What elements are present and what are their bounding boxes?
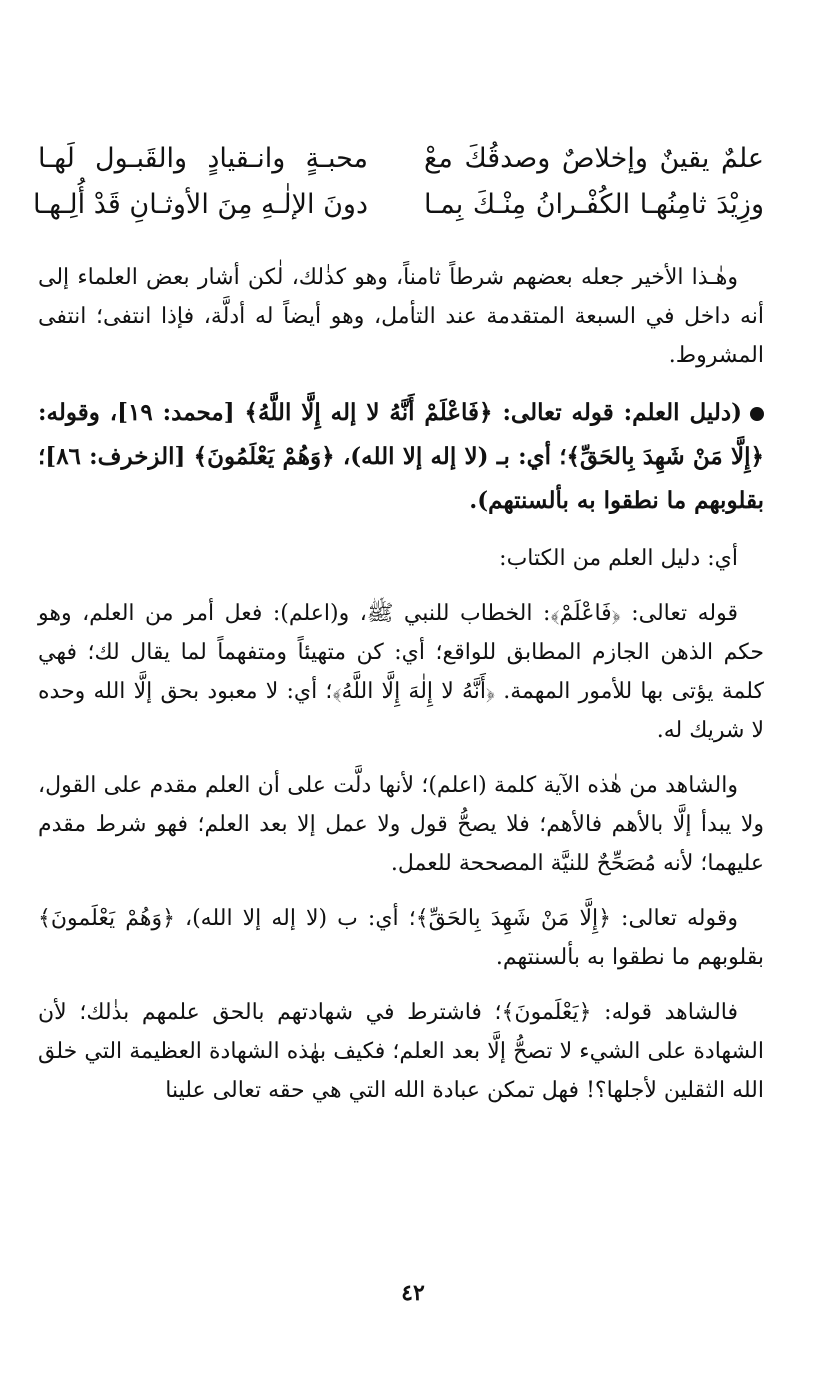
bullet-icon (750, 407, 764, 421)
main-text (38, 258, 764, 1126)
verse-first-hemistich: علمٌ يقينٌ وإخلاصٌ وصدقُكَ معْ (424, 143, 764, 174)
poem-verse (32, 182, 764, 228)
paragraph: فالشاهد قوله: ﴿يَعْلَمونَ﴾؛ فاشترط في شهادتهم بالحق علمهم بذٰلك؛ لأن الشهادة على الشيء لا تصحُّ إلَّا بعد العلم؛ فكيف بهٰذه الشهادة العظيمة التي خلق الله الثقلين لأجلها؟! فهل تمكن عبادة الله التي هي حقه تعالى علينا (38, 1000, 764, 1103)
paragraph: أي: دليل العلم من الكتاب: (499, 546, 738, 571)
paragraph: وهٰـذا الأخير جعله بعضهم شرطاً ثامناً، وهو كذٰلك، لٰكن أشار بعض العلماء إلى أنه داخل في السبعة المتقدمة عند التأمل، وهو أيضاً له أدلَّة، فإذا انتفى؛ انتفى المشروط. (38, 265, 764, 368)
verse-second-hemistich: دونَ الإلٰـهِ مِنَ الأوثـانِ قَدْ أُلِـهـا (32, 189, 368, 220)
page-number: ٤٢ (401, 1280, 425, 1306)
verse-second-hemistich: محبـةٍ وانـقيادٍ والقَبـول لَهـا (38, 143, 368, 174)
paragraph: وقوله تعالى: ﴿إِلَّا مَنْ شَهِدَ بِالحَقِّ﴾؛ أي: ب (لا إله إلا الله)، ﴿وَهُمْ يَعْلَمونَ﴾ بقلوبهم ما نطقوا به بألسنتهم. (38, 906, 764, 970)
poem-verse (38, 136, 764, 182)
poem (32, 136, 764, 228)
verse-first-hemistich: وزِيْدَ ثامِنُهـا الكُفْـرانُ مِنْـكَ بِمـا (424, 189, 764, 220)
paragraph: والشاهد من هٰذه الآية كلمة (اعلم)؛ لأنها دلَّت على أن العلم مقدم على القول، ولا يبدأ إلَّا بالأهم فالأهم؛ فلا يصحُّ قول ولا عمل إلا بعد العلم؛ فهو شرط مقدم عليهما؛ لأنه مُصَحِّحٌ للنيَّة المصححة للعمل. (38, 773, 764, 876)
matn-text: (دليل العلم: قوله تعالى: ﴿فَاعْلَمْ أَنَّهُ لا إله إِلَّا اللَّهُ﴾ [محمد: ١٩]، وقوله: ﴿إِلَّا مَنْ شَهِدَ بِالحَقِّ﴾؛ أي: بـ (لا إله إلا الله)، ﴿وَهُمْ يَعْلَمُونَ﴾ [الزخرف: ٨٦]؛ بقلوبهم ما نطقوا به بألسنتهم). (38, 399, 764, 514)
paragraph: قوله تعالى: ﴿فَاعْلَمْ﴾: الخطاب للنبي ﷺ، و(اعلم): فعل أمر من العلم، وهو حكم الذهن الجازم المطابق للواقع؛ أي: كن متهيئاً ومتفهماً لما يقال لك؛ فهي كلمة يؤتى بها للأمور المهمة. ﴿أَنَّهُ لا إِلٰهَ إِلَّا اللَّهُ﴾؛ أي: لا معبود بحق إلَّا الله وحده لا شريك له. (38, 601, 764, 743)
matn-paragraph (38, 391, 764, 523)
